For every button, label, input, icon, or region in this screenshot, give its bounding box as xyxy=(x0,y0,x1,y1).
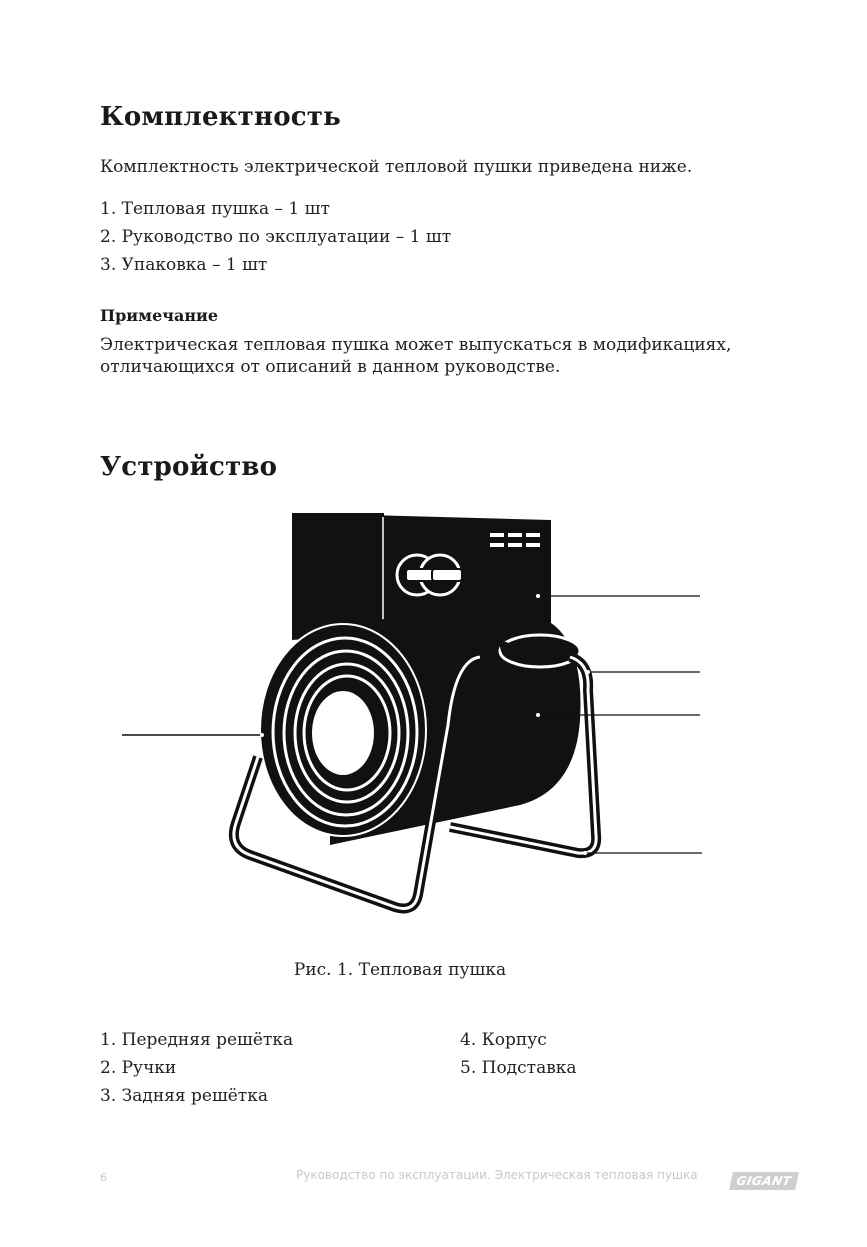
contents-list xyxy=(100,195,451,279)
list-item: 3. Упаковка – 1 шт xyxy=(100,255,268,275)
list-item: 1. Передняя решётка xyxy=(100,1030,294,1050)
note-text: Электрическая тепловая пушка может выпускаться в модификациях, отличающихся от описаний в данном руководстве. xyxy=(100,335,732,377)
heater-figure xyxy=(0,505,867,935)
section-intro: Комплектность электрической тепловой пушки приведена ниже. xyxy=(100,157,693,177)
parts-list-left xyxy=(100,1026,293,1110)
note-title: Примечание xyxy=(100,306,219,325)
page-number: 6 xyxy=(100,1171,107,1184)
brand-logo: GIGANT xyxy=(729,1172,799,1190)
heat-gun-illustration xyxy=(0,505,867,935)
section-title-komplektnost: Комплектность xyxy=(100,102,341,132)
parts-list-right xyxy=(460,1026,577,1082)
footer-text: Руководство по эксплуатации. Электрическая тепловая пушка xyxy=(296,1168,698,1182)
list-item: 5. Подставка xyxy=(460,1058,577,1078)
list-item: 2. Руководство по эксплуатации – 1 шт xyxy=(100,227,452,247)
list-item: 2. Ручки xyxy=(100,1058,177,1078)
list-item: 1. Тепловая пушка – 1 шт xyxy=(100,199,330,219)
section-title-ustroistvo: Устройство xyxy=(100,452,278,482)
list-item: 3. Задняя решётка xyxy=(100,1086,268,1106)
figure-caption: Рис. 1. Тепловая пушка xyxy=(293,960,507,980)
list-item: 4. Корпус xyxy=(460,1030,547,1050)
